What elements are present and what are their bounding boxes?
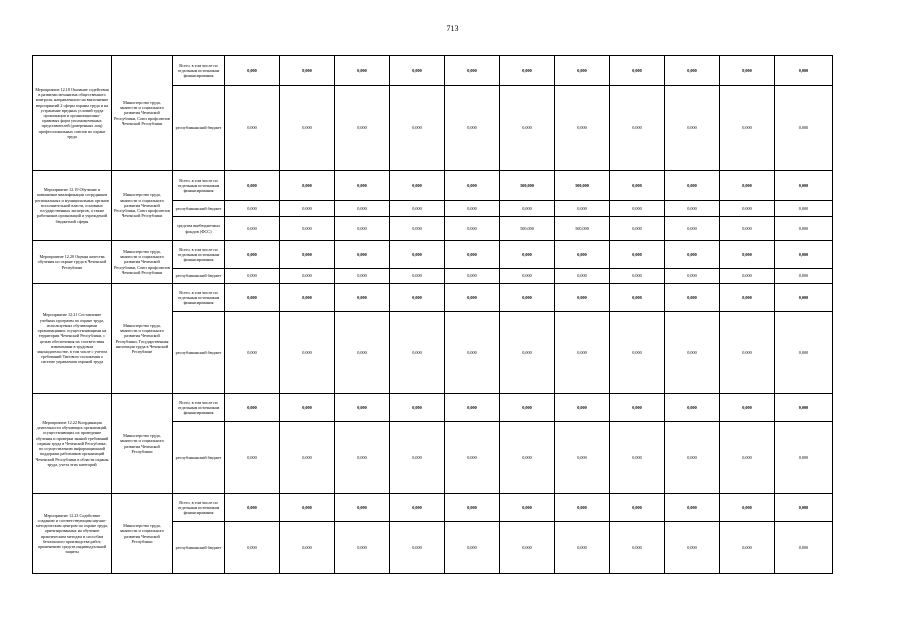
amount-cell: 0,000: [720, 241, 775, 269]
amount-cell: 0,000: [335, 269, 390, 284]
amount-cell: 0,000: [225, 171, 280, 201]
amount-cell: 0,000: [390, 171, 445, 201]
amount-cell: 0,000: [775, 284, 833, 312]
measure-title: Мероприятие 12.19 Обучение и повышение квалификации сотрудников региональных и муниципальных органов исполнительной власти, основных государственных экспертов, а также работников организаций и учреждений бюджетной сферы: [33, 171, 112, 241]
amount-cell: 500,000: [555, 217, 610, 241]
amount-cell: 0,000: [720, 269, 775, 284]
table-row: [33, 494, 833, 522]
amount-cell: 0,000: [555, 284, 610, 312]
amount-cell: 0,000: [390, 56, 445, 86]
amount-cell: 0,000: [500, 56, 555, 86]
funding-source-cell: Всего, в том числе по отдельным источникам финансирования: [173, 171, 225, 201]
amount-cell: 0,000: [445, 422, 500, 494]
amount-cell: 0,000: [610, 494, 665, 522]
executor-cell: Министерство труда, занятости и социального развития Чеченской Республики, Союз профсоюзов Чеченской Республики: [112, 241, 173, 284]
executor-cell: Министерство труда, занятости и социального развития Чеченской Республики: [112, 494, 173, 574]
amount-cell: 0,000: [500, 269, 555, 284]
funding-source-cell: средства внебюджетных фондов (ФСС): [173, 217, 225, 241]
amount-cell: 0,000: [445, 522, 500, 574]
amount-cell: 0,000: [665, 284, 720, 312]
amount-cell: 0,000: [280, 284, 335, 312]
amount-cell: 0,000: [775, 522, 833, 574]
amount-cell: 0,000: [335, 171, 390, 201]
amount-cell: 0,000: [665, 171, 720, 201]
amount-cell: 0,000: [280, 269, 335, 284]
amount-cell: 0,000: [720, 494, 775, 522]
amount-cell: 0,000: [390, 494, 445, 522]
amount-cell: 0,000: [610, 422, 665, 494]
amount-cell: 0,000: [280, 522, 335, 574]
amount-cell: 0,000: [225, 241, 280, 269]
amount-cell: 0,000: [500, 284, 555, 312]
amount-cell: 0,000: [775, 269, 833, 284]
amount-cell: 0,000: [720, 422, 775, 494]
amount-cell: 0,000: [445, 269, 500, 284]
amount-cell: 0,000: [225, 494, 280, 522]
amount-cell: 0,000: [720, 312, 775, 394]
amount-cell: 0,000: [280, 201, 335, 217]
amount-cell: 0,000: [280, 217, 335, 241]
amount-cell: 0,000: [555, 86, 610, 171]
amount-cell: 0,000: [280, 312, 335, 394]
funding-source-cell: Всего, в том числе по отдельным источникам финансирования: [173, 394, 225, 422]
amount-cell: 0,000: [280, 56, 335, 86]
executor-cell: Министерство труда, занятости и социального развития Чеченской Республики, Государственная инспекция труда в Чеченской Республике: [112, 284, 173, 394]
page-number: 713: [446, 24, 459, 33]
amount-cell: 0,000: [720, 86, 775, 171]
amount-cell: 0,000: [610, 56, 665, 86]
funding-source-cell: республиканский бюджет: [173, 422, 225, 494]
amount-cell: 0,000: [500, 241, 555, 269]
amount-cell: 0,000: [610, 312, 665, 394]
amount-cell: 0,000: [775, 241, 833, 269]
amount-cell: 0,000: [555, 269, 610, 284]
amount-cell: 0,000: [555, 494, 610, 522]
amount-cell: 0,000: [335, 201, 390, 217]
amount-cell: 0,000: [775, 394, 833, 422]
amount-cell: 0,000: [280, 494, 335, 522]
amount-cell: 0,000: [500, 86, 555, 171]
amount-cell: 0,000: [280, 171, 335, 201]
funding-source-cell: республиканский бюджет: [173, 269, 225, 284]
amount-cell: 0,000: [500, 522, 555, 574]
amount-cell: 0,000: [555, 394, 610, 422]
amount-cell: 0,000: [280, 86, 335, 171]
amount-cell: 0,000: [610, 201, 665, 217]
amount-cell: 0,000: [720, 394, 775, 422]
amount-cell: 0,000: [665, 217, 720, 241]
amount-cell: 0,000: [225, 284, 280, 312]
amount-cell: 0,000: [720, 217, 775, 241]
measure-title: Мероприятие 12.20 Оценка качества обучения по охране труда в Чеченской Республике: [33, 241, 112, 284]
amount-cell: 0,000: [720, 284, 775, 312]
amount-cell: 0,000: [775, 312, 833, 394]
amount-cell: 0,000: [665, 522, 720, 574]
amount-cell: 0,000: [335, 56, 390, 86]
amount-cell: 0,000: [500, 494, 555, 522]
amount-cell: 0,000: [665, 312, 720, 394]
amount-cell: 0,000: [665, 394, 720, 422]
amount-cell: 0,000: [335, 217, 390, 241]
amount-cell: 0,000: [445, 171, 500, 201]
table-row: [33, 171, 833, 201]
measure-title: Мероприятие 12.23 Содействие созданию и соответствующим научно-методическим центром по охране труда, ориентированных на обучение практическим методам и способам безопасного производства работ, применению средств индивидуальной защиты: [33, 494, 112, 574]
amount-cell: 0,000: [335, 394, 390, 422]
measure-title: Мероприятие 12.21 Составление учебных программ по охране труда, используемых обучающими организациями, осуществляющими на территории Чеченской Республики, с целью обеспечения их соответствия изменениям в трудовом законодательстве, в том числе с учетом требований Типового положения о системе управления охраной труда: [33, 284, 112, 394]
amount-cell: 0,000: [390, 312, 445, 394]
amount-cell: 0,000: [555, 522, 610, 574]
amount-cell: 0,000: [390, 217, 445, 241]
amount-cell: 0,000: [775, 171, 833, 201]
amount-cell: 0,000: [665, 201, 720, 217]
funding-source-cell: республиканский бюджет: [173, 201, 225, 217]
funding-source-cell: Всего, в том числе по отдельным источникам финансирования: [173, 494, 225, 522]
amount-cell: 0,000: [610, 269, 665, 284]
amount-cell: 0,000: [665, 241, 720, 269]
funding-source-cell: Всего, в том числе по отдельным источникам финансирования: [173, 56, 225, 86]
amount-cell: 0,000: [610, 86, 665, 171]
amount-cell: 0,000: [390, 394, 445, 422]
amount-cell: 0,000: [555, 312, 610, 394]
amount-cell: 0,000: [225, 86, 280, 171]
amount-cell: 0,000: [445, 394, 500, 422]
amount-cell: 0,000: [500, 312, 555, 394]
executor-cell: Министерство труда, занятости и социального развития Чеченской Республики, Союз профсоюзов Чеченской Республики: [112, 56, 173, 171]
amount-cell: 0,000: [280, 422, 335, 494]
amount-cell: 0,000: [390, 284, 445, 312]
amount-cell: 0,000: [610, 522, 665, 574]
table-row: [33, 241, 833, 269]
amount-cell: 0,000: [555, 422, 610, 494]
amount-cell: 0,000: [225, 422, 280, 494]
amount-cell: 0,000: [335, 494, 390, 522]
amount-cell: 0,000: [665, 422, 720, 494]
amount-cell: 0,000: [390, 422, 445, 494]
funding-source-cell: республиканский бюджет: [173, 522, 225, 574]
amount-cell: 0,000: [665, 269, 720, 284]
amount-cell: 0,000: [445, 56, 500, 86]
amount-cell: 0,000: [775, 86, 833, 171]
amount-cell: 0,000: [665, 56, 720, 86]
amount-cell: 0,000: [610, 284, 665, 312]
amount-cell: 0,000: [720, 201, 775, 217]
amount-cell: 0,000: [445, 312, 500, 394]
amount-cell: 0,000: [500, 422, 555, 494]
amount-cell: 0,000: [445, 86, 500, 171]
measure-title: Мероприятие 12.22 Координация деятельности обучающих организаций, осуществляющих их проведение обучения и проверки знаний требований охраны труда в Чеченской Республике, по осуществлению информационной поддержки работников организаций Чеченской Республики в области охраны труда, учета этих категорий: [33, 394, 112, 494]
amount-cell: 0,000: [390, 86, 445, 171]
amount-cell: 0,000: [720, 171, 775, 201]
amount-cell: 0,000: [390, 522, 445, 574]
amount-cell: 0,000: [225, 269, 280, 284]
amount-cell: 500,000: [555, 171, 610, 201]
table-row: [33, 284, 833, 312]
amount-cell: 0,000: [775, 56, 833, 86]
amount-cell: 0,000: [280, 394, 335, 422]
amount-cell: 0,000: [445, 217, 500, 241]
amount-cell: 0,000: [335, 241, 390, 269]
amount-cell: 0,000: [610, 217, 665, 241]
executor-cell: Министерство труда, занятости и социального развития Чеченской Республики: [112, 394, 173, 494]
amount-cell: 0,000: [555, 201, 610, 217]
amount-cell: 0,000: [500, 201, 555, 217]
measure-title: Мероприятие 12.18 Оказание содействия в развитии механизма общественного контроля, направленного на выполнение мероприятий 2 сферы охраны труда и на устранение вредных условий труда организации и организационно-правовых форм уполномоченных представителей (доверенных лиц) профессиональных союзов по охране труда: [33, 56, 112, 171]
amount-cell: 0,000: [225, 394, 280, 422]
amount-cell: 0,000: [445, 494, 500, 522]
table-row: [33, 56, 833, 86]
amount-cell: 0,000: [610, 171, 665, 201]
funding-source-cell: Всего, в том числе по отдельным источникам финансирования: [173, 241, 225, 269]
amount-cell: 0,000: [665, 494, 720, 522]
amount-cell: 0,000: [500, 394, 555, 422]
amount-cell: 0,000: [335, 284, 390, 312]
amount-cell: 0,000: [720, 522, 775, 574]
amount-cell: 500,000: [500, 171, 555, 201]
amount-cell: 0,000: [610, 241, 665, 269]
amount-cell: 0,000: [390, 201, 445, 217]
amount-cell: 0,000: [610, 394, 665, 422]
amount-cell: 0,000: [225, 312, 280, 394]
amount-cell: 0,000: [555, 241, 610, 269]
amount-cell: 0,000: [335, 522, 390, 574]
amount-cell: 0,000: [445, 201, 500, 217]
amount-cell: 0,000: [225, 522, 280, 574]
amount-cell: 0,000: [390, 241, 445, 269]
amount-cell: 0,000: [280, 241, 335, 269]
amount-cell: 0,000: [225, 217, 280, 241]
table-row: [33, 394, 833, 422]
amount-cell: 0,000: [775, 217, 833, 241]
executor-cell: Министерство труда, занятости и социального развития Чеченской Республики, Союз профсоюзов Чеченской Республики: [112, 171, 173, 241]
amount-cell: 500,000: [500, 217, 555, 241]
amount-cell: 0,000: [445, 241, 500, 269]
budget-table: [32, 55, 833, 574]
amount-cell: 0,000: [445, 284, 500, 312]
amount-cell: 0,000: [775, 494, 833, 522]
amount-cell: 0,000: [390, 269, 445, 284]
amount-cell: 0,000: [775, 201, 833, 217]
amount-cell: 0,000: [555, 56, 610, 86]
funding-source-cell: республиканский бюджет: [173, 312, 225, 394]
funding-source-cell: республиканский бюджет: [173, 86, 225, 171]
funding-source-cell: Всего, в том числе по отдельным источникам финансирования: [173, 284, 225, 312]
amount-cell: 0,000: [720, 56, 775, 86]
amount-cell: 0,000: [335, 312, 390, 394]
amount-cell: 0,000: [775, 422, 833, 494]
amount-cell: 0,000: [665, 86, 720, 171]
amount-cell: 0,000: [225, 201, 280, 217]
amount-cell: 0,000: [335, 422, 390, 494]
amount-cell: 0,000: [335, 86, 390, 171]
amount-cell: 0,000: [225, 56, 280, 86]
